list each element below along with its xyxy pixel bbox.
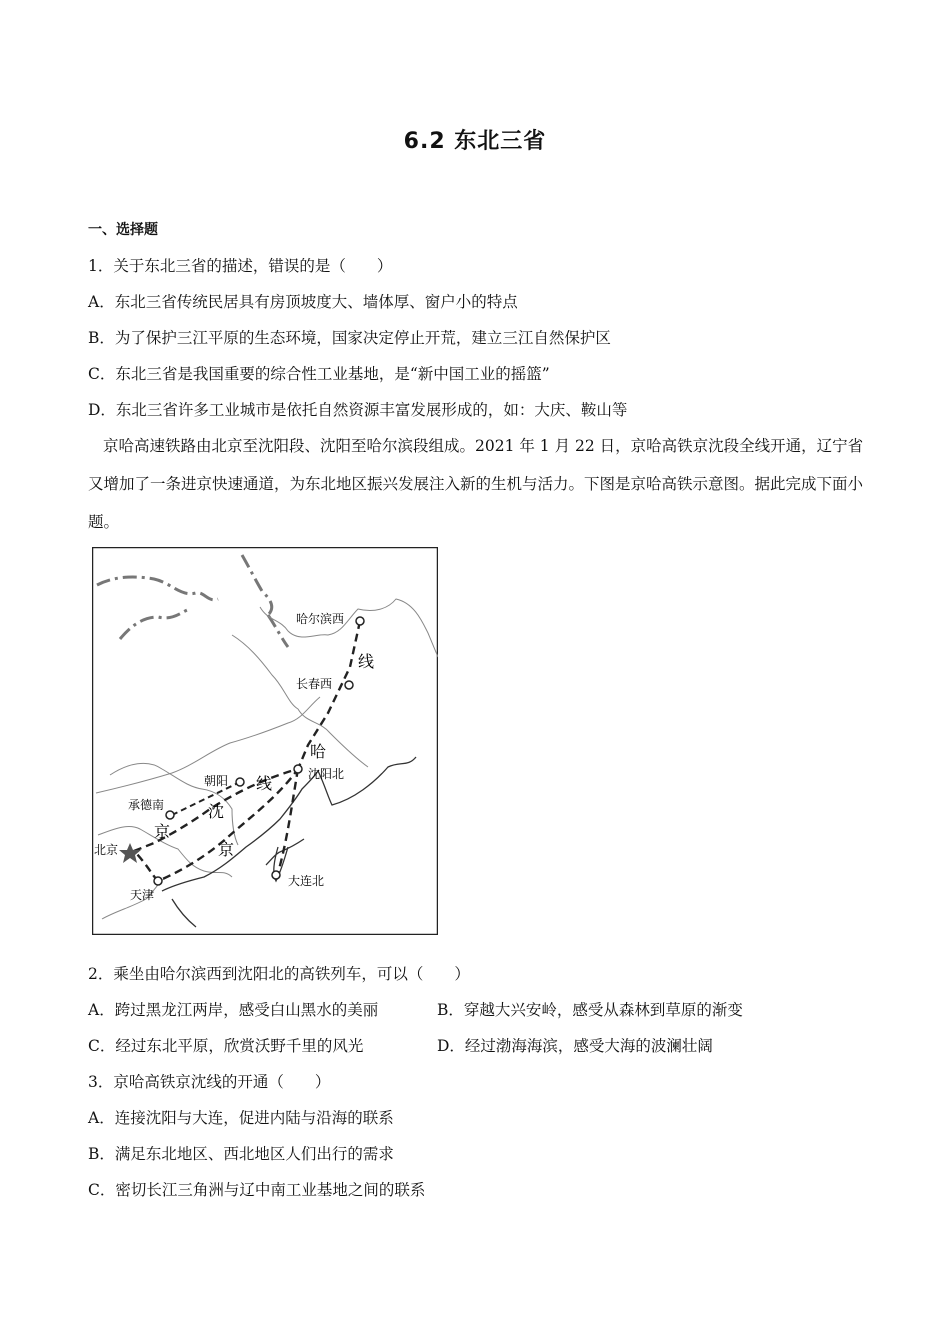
station-label-harbin: 哈尔滨西	[296, 612, 345, 626]
route-label: 京	[154, 822, 171, 841]
question-2-option-b: B．穿越大兴安岭，感受从森林到草原的渐变	[437, 1001, 743, 1019]
question-3-option-b: B．满足东北地区、西北地区人们出行的需求	[88, 1145, 394, 1163]
route-label: 京	[218, 840, 235, 859]
railway-map	[92, 547, 438, 935]
station-marker-chaoyang	[236, 778, 244, 786]
station-label-dalian: 大连北	[288, 874, 325, 888]
station-marker-chengde	[166, 811, 174, 819]
station-label-chaoyang: 朝阳	[204, 774, 229, 788]
question-1-option-c: C．东北三省是我国重要的综合性工业基地，是“新中国工业的摇篮”	[88, 365, 550, 383]
station-label-beijing: 北京	[94, 843, 119, 857]
station-label-shenyang: 沈阳北	[308, 767, 345, 781]
question-2-option-d: D．经过渤海海滨，感受大海的波澜壮阔	[437, 1037, 713, 1055]
page-title: 6.2 东北三省	[403, 129, 547, 154]
station-marker-harbin	[356, 617, 364, 625]
question-1-option-a: A．东北三省传统民居具有房顶坡度大、墙体厚、窗户小的特点	[88, 293, 518, 311]
question-2-option-c: C．经过东北平原，欣赏沃野千里的风光	[88, 1037, 364, 1055]
question-3-option-a: A．连接沈阳与大连，促进内陆与沿海的联系	[88, 1109, 394, 1127]
station-label-tianjin: 天津	[130, 888, 155, 902]
section-heading: 一、选择题	[88, 222, 158, 238]
station-label-changchun: 长春西	[296, 677, 333, 691]
station-marker-tianjin	[154, 877, 162, 885]
question-1-option-b: B．为了保护三江平原的生态环境，国家决定停止开荒，建立三江自然保护区	[88, 329, 611, 347]
station-marker-shenyang	[294, 765, 302, 773]
station-marker-changchun	[345, 681, 353, 689]
map-frame	[93, 548, 438, 935]
route-label: 线	[256, 774, 273, 793]
question-3-stem: 3．京哈高铁京沈线的开通（ ）	[88, 1073, 331, 1091]
route-label: 沈	[208, 802, 225, 821]
question-3-option-c: C．密切长江三角洲与辽中南工业基地之间的联系	[88, 1181, 426, 1199]
station-label-chengde: 承德南	[128, 798, 165, 812]
route-label: 哈	[310, 742, 327, 761]
question-1-option-d: D．东北三省许多工业城市是依托自然资源丰富发展形成的，如：大庆、鞍山等	[88, 401, 628, 419]
question-2-stem: 2．乘坐由哈尔滨西到沈阳北的高铁列车，可以（ ）	[88, 965, 470, 983]
question-2-option-a: A．跨过黑龙江两岸，感受白山黑水的美丽	[88, 1001, 379, 1019]
station-marker-dalian	[272, 871, 280, 879]
question-1-stem: 1．关于东北三省的描述，错误的是（ ）	[88, 257, 393, 275]
passage-text: 京哈高速铁路由北京至沈阳段、沈阳至哈尔滨段组成。2021 年 1 月 22 日，京哈高铁京沈段全线开通，辽宁省又增加了一条进京快速通道，为东北地区振兴发展注入新的生机与活力。下图是京哈高铁示意图。据此完成下面小题。	[88, 437, 864, 531]
route-label: 线	[358, 652, 375, 671]
